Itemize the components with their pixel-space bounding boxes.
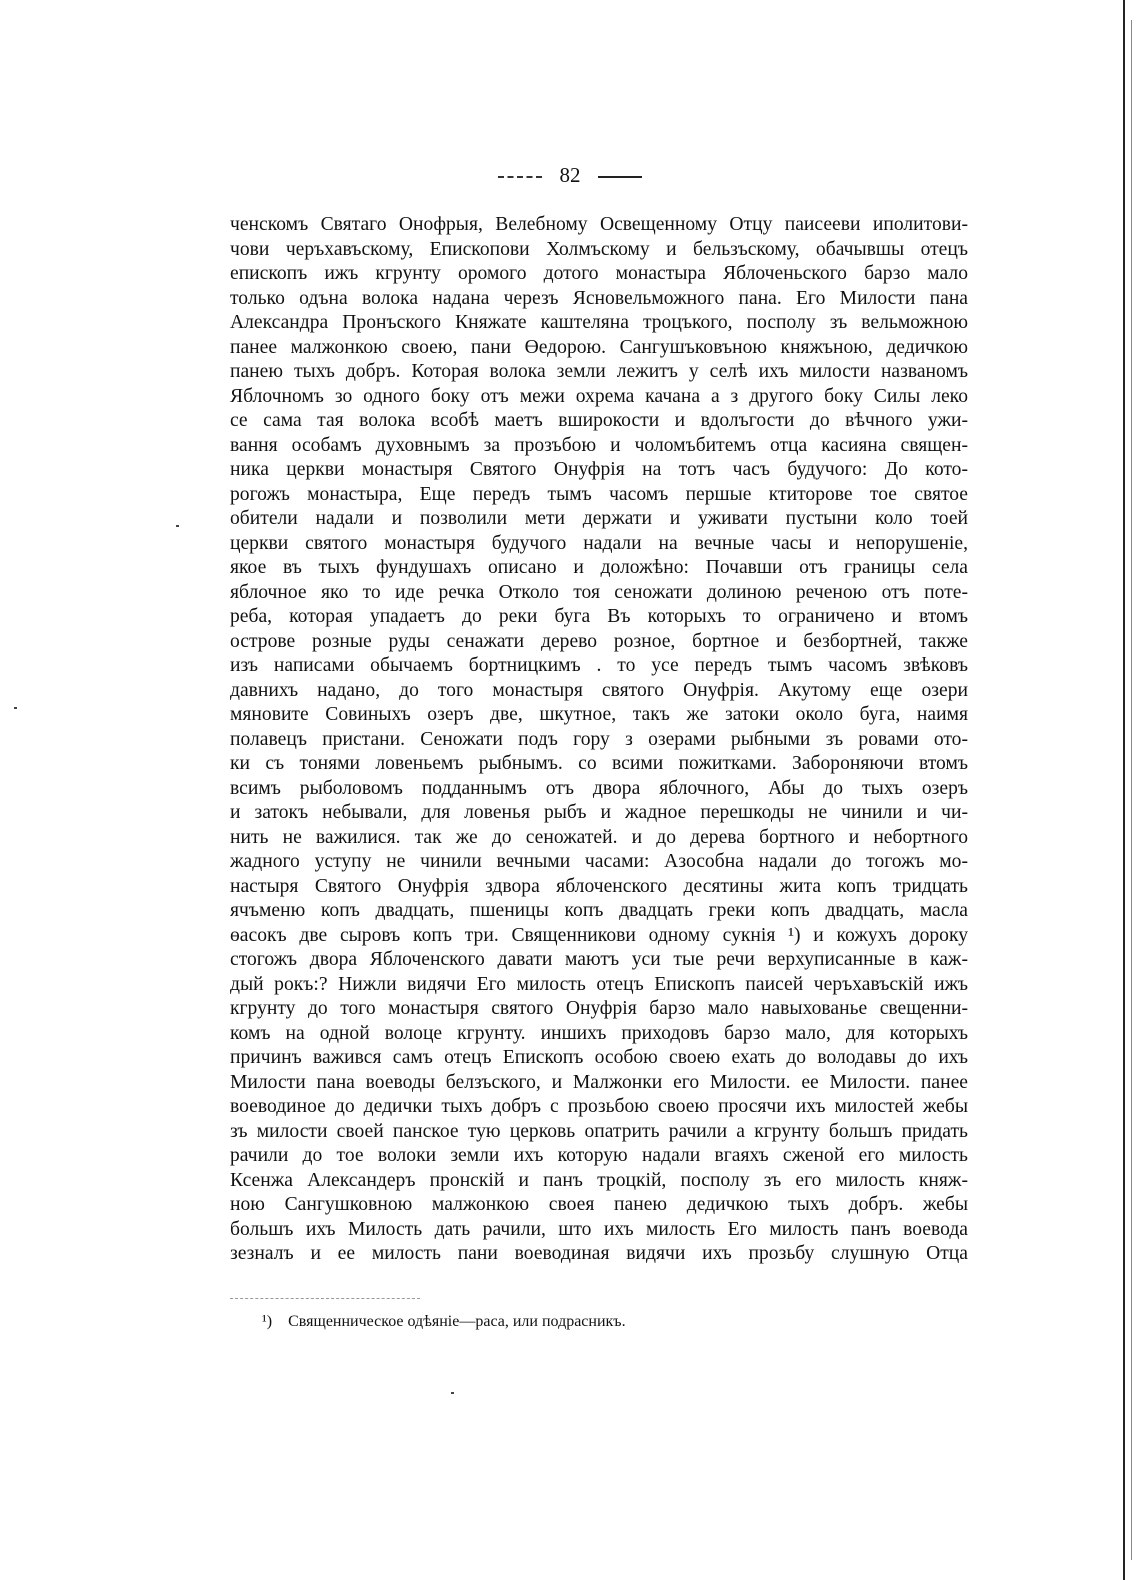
- text-line: рачили до тое волоки земли ихъ которую надали вгаяхъ сженой его милость: [230, 1145, 968, 1166]
- text-line: изъ написами обычаемъ бортницкимъ . то усе передъ тымъ часомъ звѣковъ: [230, 655, 968, 676]
- header-dash-left: [498, 176, 542, 178]
- text-line: давнихъ надано, до того монастыря святого Онуфрія. Акутому еще озери: [230, 679, 968, 701]
- text-line: чови черъхавъскому, Епископови Холмъскому и бельзъскому, обачывшы отецъ: [230, 238, 968, 260]
- text-line: и затокъ небывали, для ловенья рыбъ и жадное перешкоды не чинили и чи-: [230, 802, 968, 823]
- footnote-text: Священническое одѣяніе—раса, или подрасникъ.: [288, 1313, 626, 1330]
- page-edge-line: [1123, 0, 1125, 1580]
- text-line: причинъ важився самъ отецъ Епископъ особою своею ехать до володавы до ихъ: [230, 1047, 968, 1068]
- text-line: Ксенжа Александеръ пронскій и панъ троцкій, посполу зъ его милость княж-: [230, 1169, 968, 1191]
- text-line: нить не важилися. так же до сеножатей. и до дерева бортного и небортного: [230, 826, 968, 848]
- page-header: [0, 163, 1140, 188]
- text-line: Милости пана воеводы белзъского, и Малжонки его Милости. ее Милости. панее: [230, 1071, 968, 1093]
- page-number: 82: [559, 163, 581, 187]
- header-dash-right: [598, 176, 642, 178]
- text-line: се сама тая волока всобѣ маетъ вширокости и вдолъгости до вѣчного ужи-: [230, 410, 968, 431]
- page-edge-shadow: [1131, 20, 1132, 1560]
- text-line: зъ милости своей панское тую церковь опатрить рачили а кгрунту большъ придать: [230, 1120, 968, 1142]
- text-line: панею тыхъ добръ. Которая волока земли лежитъ у селѣ ихъ милости названомъ: [230, 361, 968, 382]
- footnote: [262, 1313, 626, 1331]
- text-line: обители надали и позволили мети держати и уживати пустыни коло тоей: [230, 508, 968, 529]
- text-line: острове розные руды сенажати дерево розное, бортное и безбортней, также: [230, 630, 968, 652]
- text-line: епископъ ижъ кгрунту оромого дотого монастыра Яблоченьского барзо мало: [230, 263, 968, 284]
- text-line: Александра Пронъского Княжате каштеляна троцъкого, посполу зъ вельможною: [230, 312, 968, 333]
- scan-speck: [176, 525, 179, 527]
- text-line: воеводиное до дедички тыхъ добръ с прозьбою своею просячи ихъ милостей жебы: [230, 1096, 968, 1117]
- text-line: зезналъ и ее милость пани воеводиная видячи ихъ прозьбу слушную Отца: [230, 1243, 968, 1264]
- text-line: комъ на одной волоце кгрунту. иншихъ приходовъ барзо мало, для которыхъ: [230, 1022, 968, 1044]
- text-line: дый рокъ:? Нижли видячи Его милость отецъ Епископъ паисей черъхавъскій ижъ: [230, 973, 968, 995]
- text-line: полавецъ пристани. Сеножати подъ гору з озерами рыбными зъ ровами ото-: [230, 728, 968, 750]
- text-line: настыря Святого Онуфрія здвора яблоченского десятины жита копъ тридцать: [230, 875, 968, 897]
- text-line: только одъна волока надана черезъ Ясновельможного пана. Его Милости пана: [230, 287, 968, 309]
- text-line: вання особамъ духовнымъ за прозъбою и чоломъбитемъ отца касияна священ-: [230, 434, 968, 456]
- text-line: ною Сангушковною малжонкою своея панею дедичкою тыхъ добръ. жебы: [230, 1194, 968, 1215]
- text-line: яблочное яко то иде речка Отколо тоя сеножати долиною реченою отъ поте-: [230, 581, 968, 603]
- text-line: большъ ихъ Милость дать рачили, што ихъ милость Его милость панъ воевода: [230, 1218, 968, 1240]
- text-line: өасокъ две сыровъ копъ три. Священникови одному сукнія ¹) и кожухъ дороку: [230, 924, 968, 946]
- text-line: реба, которая упадаетъ до реки буга Въ которыхъ то ограничено и втомъ: [230, 606, 968, 627]
- body-text: [230, 213, 968, 1267]
- text-line: мяновите Совиныхъ озеръ две, шкутное, такъ же затоки около буга, наимя: [230, 704, 968, 725]
- text-line: ячъменю копъ двадцать, пшеницы копъ двадцать греки копъ двадцать, масла: [230, 900, 968, 921]
- text-line: панее малжонкою своею, пани Өедорою. Сангушъковъною княжъною, дедичкою: [230, 336, 968, 358]
- footnote-separator: [230, 1298, 420, 1299]
- text-line: ки съ тонями ловеньемъ рыбнымъ. со всими пожитками. Забороняючи втомъ: [230, 753, 968, 774]
- text-line: якое въ тыхъ фундушахъ описано и доложѣно: Почавши отъ границы села: [230, 557, 968, 578]
- text-line: ченскомъ Святаго Онофрыя, Велебному Освещенному Отцу паисееви иполитови-: [230, 214, 968, 235]
- text-line: церкви святого монастыря будучого надали на вечные часы и непорушеніе,: [230, 532, 968, 554]
- text-line: Яблочномъ зо одного боку отъ межи охрема качана а з другого боку Силы леко: [230, 385, 968, 407]
- footnote-marker: ¹): [262, 1313, 273, 1330]
- text-line: стогожъ двора Яблоченского давати маютъ уси тые речи верхуписанные в каж-: [230, 949, 968, 970]
- text-line: жадного уступу не чинили вечными часами: Азособна надали до тогожъ мо-: [230, 851, 968, 872]
- text-line: рогожъ монастыра, Еще передъ тымъ часомъ першые ктиторове тое святое: [230, 483, 968, 505]
- scan-speck: [451, 1392, 454, 1394]
- text-line: ника церкви монастыря Святого Онуфрія на тотъ часъ будучого: До кото-: [230, 459, 968, 480]
- scan-speck: [14, 707, 17, 709]
- text-line: кгрунту до того монастыря святого Онуфрія барзо мало навыхованье свещенни-: [230, 998, 968, 1019]
- text-line: всимъ рыболовомъ подданнымъ отъ двора яблочного, Абы до тыхъ озеръ: [230, 777, 968, 799]
